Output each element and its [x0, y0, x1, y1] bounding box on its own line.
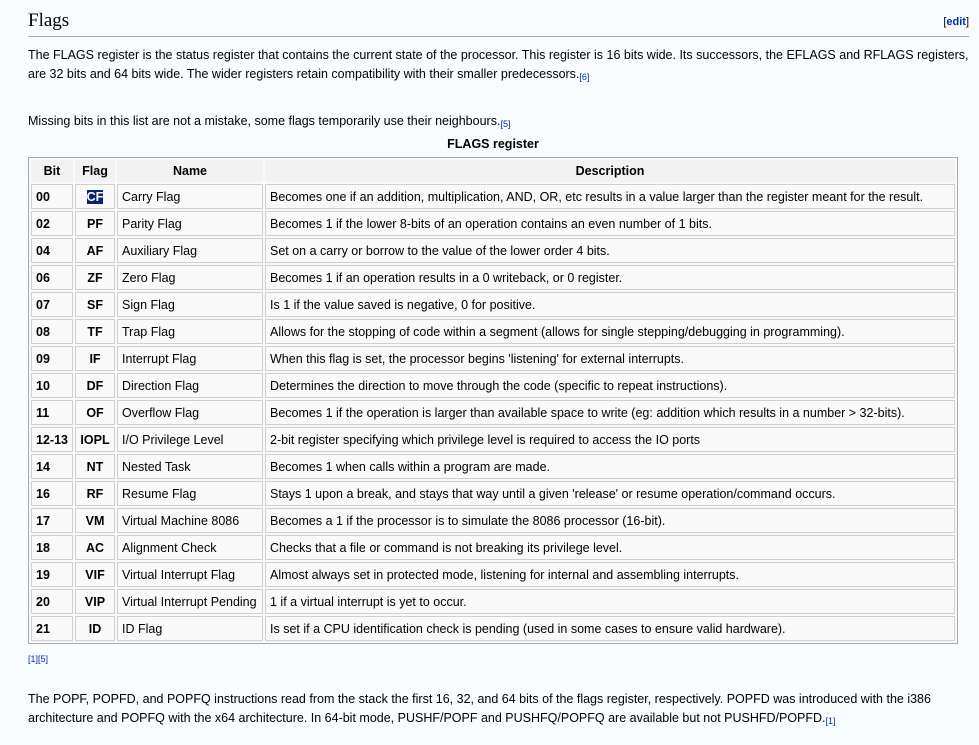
description-cell: 2-bit register specifying which privilege level is required to access the IO ports: [265, 427, 955, 452]
bit-cell: 08: [31, 319, 73, 344]
description-cell: Stays 1 upon a break, and stays that way until a given 'release' or resume operation/command occurs.: [265, 481, 955, 506]
bit-cell: 02: [31, 211, 73, 236]
table-row: [31, 454, 955, 479]
flag-cell: PF: [75, 211, 115, 236]
description-cell: Determines the direction to move through the code (specific to repeat instructions).: [265, 373, 955, 398]
flag-cell: ZF: [75, 265, 115, 290]
bit-cell: 19: [31, 562, 73, 587]
name-cell: I/O Privilege Level: [117, 427, 263, 452]
name-cell: ID Flag: [117, 616, 263, 641]
edit-section-link[interactable]: [edit]: [943, 16, 969, 28]
bit-cell: 00: [31, 184, 73, 209]
name-cell: Nested Task: [117, 454, 263, 479]
name-cell: Carry Flag: [117, 184, 263, 209]
name-cell: Interrupt Flag: [117, 346, 263, 371]
name-cell: Overflow Flag: [117, 400, 263, 425]
bit-cell: 11: [31, 400, 73, 425]
bit-cell: 10: [31, 373, 73, 398]
flag-cell: ID: [75, 616, 115, 641]
table-row: [31, 535, 955, 560]
description-cell: Set on a carry or borrow to the value of the lower order 4 bits.: [265, 238, 955, 263]
description-cell: Checks that a file or command is not breaking its privilege level.: [265, 535, 955, 560]
table-row: [31, 265, 955, 290]
popf-paragraph: The POPF, POPFD, and POPFQ instructions read from the stack the first 16, 32, and 64 bits of the flags register, respectively. POPFD was introduced with the i386 architecture and POPFQ with the x64 architecture. In 64-bit mode, PUSHF/POPF and PUSHFQ/POPFQ are available but not PUSHFD/POPFD.[1]: [28, 692, 931, 726]
intro-paragraph: The FLAGS register is the status register that contains the current state of the processor. This register is 16 bits wide. Its successors, the EFLAGS and RFLAGS registers, are 32 bits and 64 bits wide. The wider registers retain compatibility with their smaller predecessors.[6]: [28, 48, 969, 82]
bit-cell: 07: [31, 292, 73, 317]
flag-cell: [75, 184, 115, 209]
table-body: [31, 184, 955, 641]
name-cell: Direction Flag: [117, 373, 263, 398]
description-cell: Becomes a 1 if the processor is to simulate the 8086 processor (16-bit).: [265, 508, 955, 533]
description-cell: Becomes 1 if the lower 8-bits of an operation contains an even number of 1 bits.: [265, 211, 955, 236]
missing-bits-note: Missing bits in this list are not a mistake, some flags temporarily use their neighbours.[5]: [28, 114, 511, 129]
table-row: [31, 589, 955, 614]
flag-cell: RF: [75, 481, 115, 506]
table-row: [31, 346, 955, 371]
description-cell: When this flag is set, the processor begins 'listening' for external interrupts.: [265, 346, 955, 371]
description-cell: Allows for the stopping of code within a segment (allows for single stepping/debugging in programming).: [265, 319, 955, 344]
bit-cell: 21: [31, 616, 73, 641]
description-cell: Becomes 1 if the operation is larger than available space to write (eg: addition which results in a number > 32-bits).: [265, 400, 955, 425]
table-row: [31, 562, 955, 587]
name-cell: Alignment Check: [117, 535, 263, 560]
flag-cell: AF: [75, 238, 115, 263]
name-cell: Trap Flag: [117, 319, 263, 344]
name-cell: Resume Flag: [117, 481, 263, 506]
table-row: [31, 481, 955, 506]
citation-link[interactable]: [5]: [500, 119, 511, 129]
flag-cell: OF: [75, 400, 115, 425]
flag-cell: VIF: [75, 562, 115, 587]
header-bit: Bit: [31, 160, 73, 182]
section-heading: [28, 6, 969, 37]
name-cell: Auxiliary Flag: [117, 238, 263, 263]
table-row: [31, 211, 955, 236]
description-cell: Becomes 1 if an operation results in a 0 writeback, or 0 register.: [265, 265, 955, 290]
bit-cell: 16: [31, 481, 73, 506]
flag-cell: VM: [75, 508, 115, 533]
flag-cell: IOPL: [75, 427, 115, 452]
description-cell: Becomes one if an addition, multiplication, AND, OR, etc results in a value larger than the register meant for the result.: [265, 184, 955, 209]
table-row: [31, 238, 955, 263]
bit-cell: 18: [31, 535, 73, 560]
selected-text: CF: [86, 189, 104, 204]
description-cell: Almost always set in protected mode, listening for internal and assembling interrupts.: [265, 562, 955, 587]
table-caption: FLAGS register: [447, 137, 539, 151]
name-cell: Virtual Machine 8086: [117, 508, 263, 533]
bit-cell: 04: [31, 238, 73, 263]
bit-cell: 20: [31, 589, 73, 614]
flag-cell: TF: [75, 319, 115, 344]
header-description: Description: [265, 160, 955, 182]
table-citations[interactable]: [1][5]: [28, 654, 49, 664]
name-cell: Virtual Interrupt Flag: [117, 562, 263, 587]
citation-link[interactable]: [1]: [825, 716, 836, 726]
description-cell: Becomes 1 when calls within a program are made.: [265, 454, 955, 479]
name-cell: Zero Flag: [117, 265, 263, 290]
name-cell: Parity Flag: [117, 211, 263, 236]
table-row: [31, 292, 955, 317]
citation-link[interactable]: [6]: [579, 72, 590, 82]
flag-cell: DF: [75, 373, 115, 398]
table-row: [31, 616, 955, 641]
bit-cell: 14: [31, 454, 73, 479]
table-row: [31, 400, 955, 425]
name-cell: Sign Flag: [117, 292, 263, 317]
bit-cell: 06: [31, 265, 73, 290]
header-name: Name: [117, 160, 263, 182]
table-header-row: [31, 160, 955, 182]
section-title: Flags: [28, 10, 70, 31]
name-cell: Virtual Interrupt Pending: [117, 589, 263, 614]
header-flag: Flag: [75, 160, 115, 182]
flag-cell: VIP: [75, 589, 115, 614]
bit-cell: 12-13: [31, 427, 73, 452]
table-row: [31, 373, 955, 398]
flag-cell: IF: [75, 346, 115, 371]
description-cell: 1 if a virtual interrupt is yet to occur.: [265, 589, 955, 614]
table-row: [31, 319, 955, 344]
table-row: [31, 427, 955, 452]
description-cell: Is 1 if the value saved is negative, 0 for positive.: [265, 292, 955, 317]
flags-table: [28, 157, 958, 644]
description-cell: Is set if a CPU identification check is pending (used in some cases to ensure valid hardware).: [265, 616, 955, 641]
bit-cell: 17: [31, 508, 73, 533]
bit-cell: 09: [31, 346, 73, 371]
flag-cell: AC: [75, 535, 115, 560]
flag-cell: SF: [75, 292, 115, 317]
table-row: [31, 508, 955, 533]
flag-cell: NT: [75, 454, 115, 479]
table-row: [31, 184, 955, 209]
